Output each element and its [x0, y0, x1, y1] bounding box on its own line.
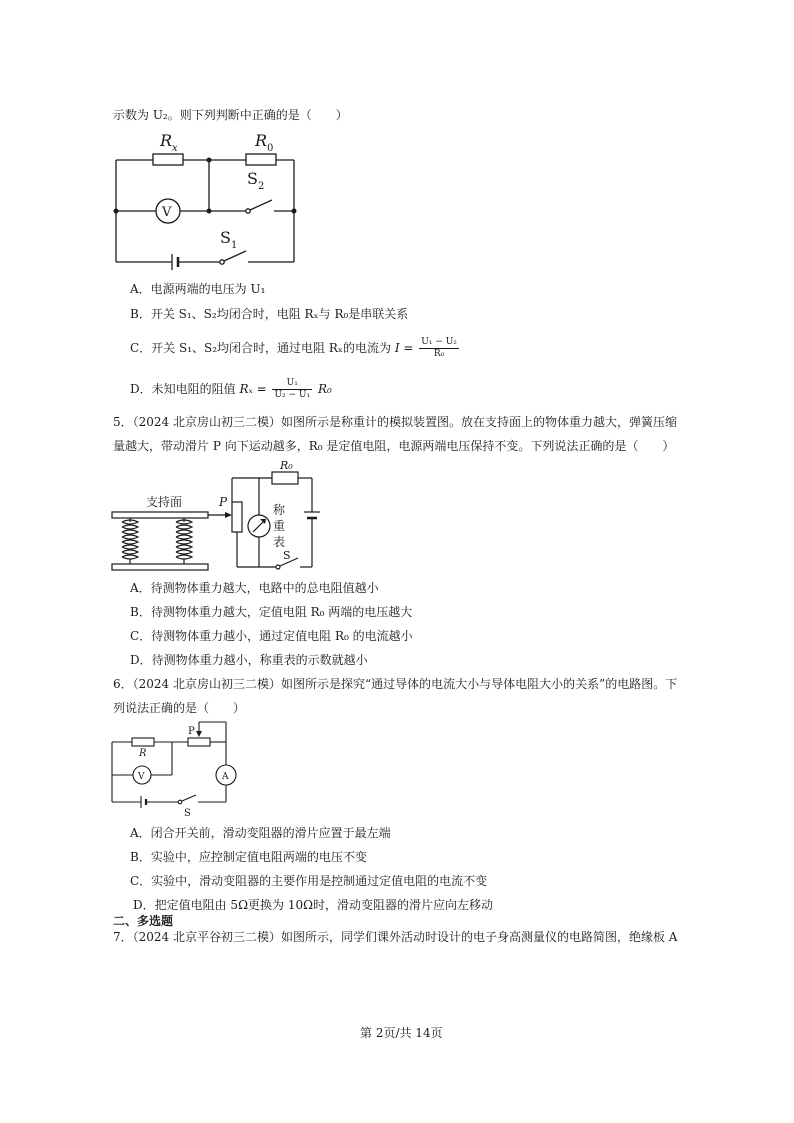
meter-label-3: 表: [273, 535, 286, 549]
support-surface-label: 支持面: [146, 495, 183, 509]
label-s2: $S_2$: [247, 169, 265, 192]
switch-s-label: S: [283, 549, 291, 562]
q5-option-c[interactable]: C．待测物体重力越小，通过定值电阻 R₀ 的电流越小: [130, 629, 413, 643]
meter-label-1: 称: [273, 503, 286, 517]
ammeter-label: A: [222, 772, 229, 782]
q6-circuit-figure: [108, 720, 243, 820]
q4-option-c-text: C．开关 S₁、S₂均闭合时，通过电阻 Rₓ的电流为: [130, 341, 391, 355]
fraction-numerator: U₁ − U₂: [421, 337, 457, 347]
junction-dot: [207, 158, 212, 163]
junction-dot: [114, 209, 119, 214]
q4-option-c-fraction: [419, 337, 459, 360]
q6-line1: 6．（2024 北京房山初三二模）如图所示是探究“通过导体的电流大小与导体电阻大小的关系”的电路图。下: [113, 677, 678, 691]
q4-option-c[interactable]: [130, 333, 461, 363]
junction-dot: [292, 209, 297, 214]
q4-option-a[interactable]: A．电源两端的电压为 U₁: [130, 282, 266, 296]
switch-s-label: S: [184, 808, 191, 819]
q4-circuit-figure: [108, 126, 308, 271]
q4-option-d-lhs: Rₓ =: [239, 382, 267, 396]
q6-option-a[interactable]: A．闭合开关前，滑动变阻器的滑片应置于最左端: [130, 826, 391, 840]
resistor-r-label: R: [139, 748, 147, 759]
q4-option-d-fraction: [272, 378, 312, 401]
q6-option-d[interactable]: D．把定值电阻由 5Ω更换为 10Ω时，滑动变阻器的滑片应向左移动: [133, 898, 494, 912]
q5-option-d[interactable]: D．待测物体重力越小，称重表的示数就越小: [130, 653, 368, 667]
page-footer: 第 2页/共 14页: [360, 1026, 443, 1040]
q6-line2: 列说法正确的是（ ）: [113, 701, 246, 715]
section-heading-multi-choice: 二、多选题: [113, 914, 174, 928]
q4-option-d-text: D．未知电阻的阻值: [130, 382, 236, 396]
q4-option-b[interactable]: B．开关 S₁、S₂均闭合时，电阻 Rₓ与 R₀是串联关系: [130, 307, 409, 321]
q4-option-c-lhs: I =: [394, 341, 414, 355]
q5-line2: 量越大，带动滑片 P 向下运动越多，R₀ 是定值电阻，电源两端电压保持不变。下列说法正确的是（ ）: [113, 439, 675, 453]
r0-label: R₀: [280, 459, 293, 472]
q6-option-c[interactable]: C．实验中，滑动变阻器的主要作用是控制通过定值电阻的电流不变: [130, 874, 488, 888]
q5-option-a[interactable]: A．待测物体重力越大，电路中的总电阻值越小: [130, 581, 379, 595]
q5-line1: 5．（2024 北京房山初三二模）如图所示是称重计的模拟装置图。放在支持面上的物体重力越大，弹簧压缩: [113, 415, 677, 429]
fraction-numerator: U₁: [272, 378, 312, 390]
q4-option-d[interactable]: [130, 374, 332, 404]
voltmeter-label: V: [162, 205, 172, 220]
fraction-denominator: U₂ − U₁: [274, 390, 311, 400]
slider-p-label: P: [188, 726, 195, 737]
q7-line1: 7．（2024 北京平谷初三二模）如图所示，同学们课外活动时设计的电子身高测量仪的电路简图，绝缘板 A: [113, 930, 678, 944]
slider-p-label: P: [219, 495, 228, 509]
label-rx: $R_x$: [160, 131, 178, 154]
q4-option-d-tail: R₀: [317, 382, 332, 396]
label-s1: $S_1$: [220, 228, 238, 251]
q6-option-b[interactable]: B．实验中，应控制定值电阻两端的电压不变: [130, 850, 367, 864]
q5-scale-figure: [108, 455, 328, 575]
voltmeter-label: V: [138, 772, 145, 782]
q4-stem: 示数为 U₂。则下列判断中正确的是（ ）: [113, 108, 348, 122]
meter-label-2: 重: [273, 519, 286, 533]
label-r0: $R_0$: [255, 131, 274, 154]
junction-dot: [207, 209, 212, 214]
q5-option-b[interactable]: B．待测物体重力越大，定值电阻 R₀ 两端的电压越大: [130, 605, 413, 619]
fraction-denominator: R₀: [433, 349, 445, 359]
